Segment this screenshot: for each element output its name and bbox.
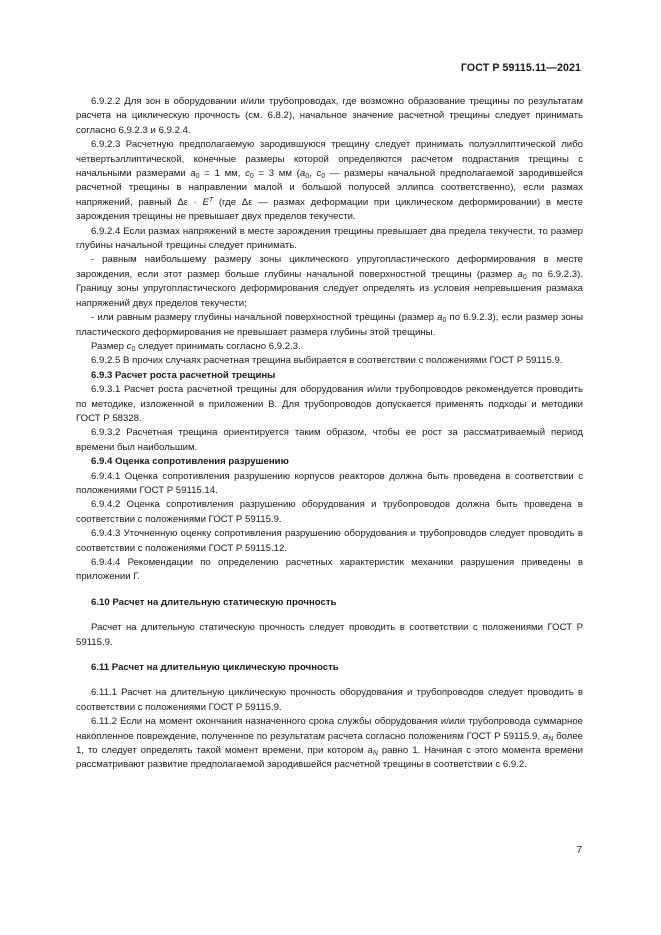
paragraph-6-9-4-2: 6.9.4.2 Оценка сопротивления разрушению оборудования и трубопроводов должна быть проведена в соответствии с положениями ГОСТ Р 59115.9. [76, 499, 583, 525]
paragraph-6-9-2-3: 6.9.2.3 Расчетную предполагаемую зародившуюся трещину следует принимать полуэллиптической либо четвертьэллиптической, конечные размеры которой определяются расчетом подрастания трещины с начальными размерами $a_0 = 1$ мм, $c_0 = 3$ мм ($a_0$, $c_0$ — размеры начальной предполагаемой зародившейся расчетной трещины в направлении малой и большой полуосей эллипса соответственно), если размах напряжений, равный $\Delta\varepsilon \cdot E^T$ (где Δε — размах деформации при циклическом деформировании) в месте зарождения трещины не превышает двух пределов текучести. [76, 139, 583, 223]
paragraph-6-9-3-2: 6.9.3.2 Расчетная трещина ориентируется таким образом, чтобы ее рост за рассматриваемый период времени был наибольшим. [76, 427, 583, 453]
heading-6-11: 6.11 Расчет на длительную циклическую прочность [91, 662, 339, 674]
paragraph-list-item-2: - или равным размеру глубины начальной поверхностной трещины (размер $a_0$ по 6.9.2.3), если размер зоны пластического деформирования не превышает размера глубины этой трещины. [76, 312, 583, 338]
paragraph-6-9-2-5: 6.9.2.5 В прочих случаях расчетная трещина выбирается в соответствии с положениями ГОСТ Р 59115.9. [91, 355, 563, 367]
page-body [76, 95, 583, 773]
paragraph-list-item-1: - равным наибольшему размеру зоны циклического упругопластического деформирования в месте зарождения, если этот размер больше глубины начальной поверхностной трещины (размер $a_0$ по 6.9.2.3). Границу зоны упругопластического деформирования следует определять из условия непревышения размаха напряжений двух пределов текучести; [76, 254, 583, 309]
paragraph-6-11-1: 6.11.1 Расчет на длительную циклическую прочность оборудования и трубопроводов следует проводить в соответствии с положениями ГОСТ Р 59115.9. [76, 687, 583, 713]
paragraph-c0-size: Размер $c_0$ следует принимать согласно 6.9.2.3. [91, 340, 301, 353]
paragraph-6-9-4-3: 6.9.4.3 Уточненную оценку сопротивления разрушению оборудования и трубопроводов следует проводить в соответствии с положениями ГОСТ Р 59115.12. [76, 528, 583, 554]
paragraph-6-9-3-1: 6.9.3.1 Расчет роста расчетной трещины для оборудования и/или трубопроводов рекомендуется проводить по методике, изложенной в приложении В. Для трубопроводов допускается применять подходы и методики ГОСТ Р 58328. [76, 384, 583, 424]
paragraph-6-10: Расчет на длительную статическую прочность следует проводить в соответствии с положениями ГОСТ Р 59115.9. [76, 622, 583, 648]
paragraph-6-9-2-2: 6.9.2.2 Для зон в оборудовании и/или трубопроводах, где возможно образование трещины по результатам расчета на циклическую прочность (см. 6.8.2), начальное значение расчетной трещины следует принимать согласно 6.9.2.3 и 6.9.2.4. [76, 96, 583, 136]
heading-6-9-3: 6.9.3 Расчет роста расчетной трещины [91, 369, 276, 381]
strain-range-symbol: Δε [177, 196, 188, 208]
heading-6-9-4: 6.9.4 Оценка сопротивления разрушению [91, 456, 289, 468]
page-number: 7 [576, 845, 582, 856]
paragraph-6-11-2: 6.11.2 Если на момент окончания назначенного срока службы оборудования и/или трубопровода суммарное накопленное повреждение, полученное по результатам расчета согласно положениям ГОСТ Р 59115.9, $a_N$ более 1, то следует определять такой момент времени, при котором $a_N$ равно 1. Начиная с этого момента времени рассматривают развитие предполагаемой зародившейся расчетной трещины в соответствии с 6.9.2. [76, 716, 584, 771]
heading-6-10: 6.10 Расчет на длительную статическую прочность [91, 596, 337, 608]
paragraph-6-9-2-4: 6.9.2.4 Если размах напряжений в месте зарождения трещины превышает два предела текучести, то размер глубины начальной трещины следует принимать. [76, 225, 583, 252]
paragraph-6-9-4-4: 6.9.4.4 Рекомендации по определению расчетных характеристик механики разрушения приведены в приложении Г. [76, 557, 583, 583]
document-code: ГОСТ Р 59115.11—2021 [460, 62, 581, 74]
paragraph-6-9-4-1: 6.9.4.1 Оценка сопротивления разрушению корпусов реакторов должна быть проведена в соответствии с положениями ГОСТ Р 59115.14. [76, 470, 583, 496]
